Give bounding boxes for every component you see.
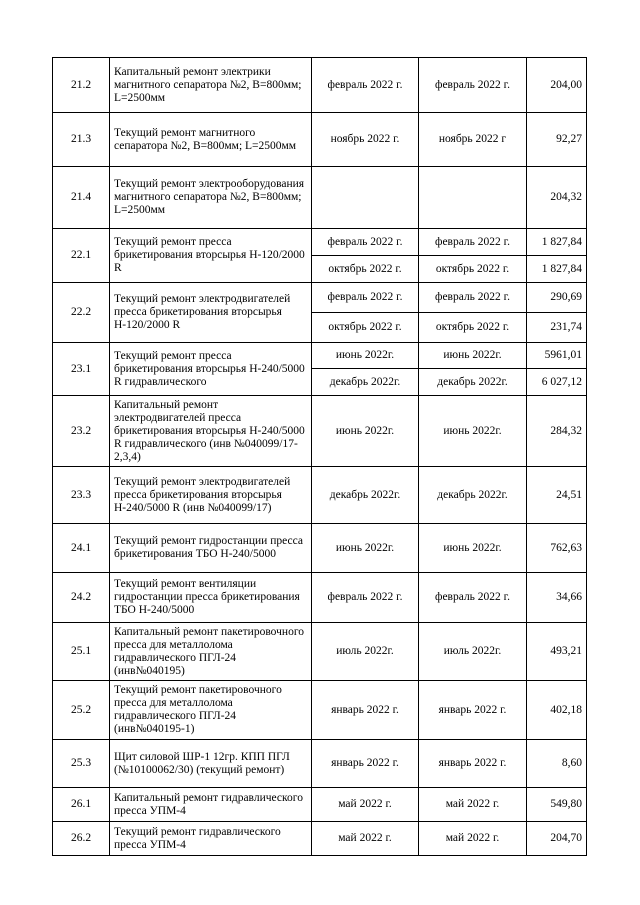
cost-amount: 402,18 [527,681,587,740]
start-date: октябрь 2022 г. [312,313,419,343]
end-date: май 2022 г. [419,822,527,856]
table-row [53,822,587,856]
work-description: Капитальный ремонт электрики магнитного сепаратора №2, В=800мм; L=2500мм [110,58,312,113]
item-number: 25.3 [53,740,110,788]
end-date: июль 2022г. [419,623,527,681]
table-row [53,467,587,524]
cost-amount: 493,21 [527,623,587,681]
start-date: декабрь 2022г. [312,467,419,524]
work-description: Текущий ремонт гидравлического пресса УПМ-4 [110,822,312,856]
end-date: январь 2022 г. [419,681,527,740]
work-description: Щит силовой ШР-1 12гр. КПП ПГЛ (№10100062/30) (текущий ремонт) [110,740,312,788]
start-date: ноябрь 2022 г. [312,113,419,167]
end-date: октябрь 2022 г. [419,313,527,343]
cost-amount: 204,70 [527,822,587,856]
work-description: Текущий ремонт пресса брикетирования вторсырья Н-240/5000 R гидравлического [110,343,312,396]
start-date: январь 2022 г. [312,681,419,740]
end-date: май 2022 г. [419,788,527,822]
end-date: февраль 2022 г. [419,283,527,313]
item-number: 26.1 [53,788,110,822]
cost-amount: 34,66 [527,573,587,623]
item-number: 21.3 [53,113,110,167]
end-date: июнь 2022г. [419,343,527,369]
work-description: Текущий ремонт пресса брикетирования вторсырья Н-120/2000 R [110,229,312,283]
item-number: 21.2 [53,58,110,113]
work-description: Текущий ремонт электродвигателей пресса брикетирования вторсырья Н-240/5000 R (инв №040099/17) [110,467,312,524]
start-date: июнь 2022г. [312,524,419,573]
table-body [53,58,587,856]
work-description: Текущий ремонт магнитного сепаратора №2, В=800мм; L=2500мм [110,113,312,167]
work-description: Текущий ремонт пакетировочного пресса для металлолома гидравлического ПГЛ-24 (инв№040195-1) [110,681,312,740]
item-number: 22.1 [53,229,110,283]
start-date: январь 2022 г. [312,740,419,788]
start-date: февраль 2022 г. [312,58,419,113]
end-date: февраль 2022 г. [419,58,527,113]
start-date: май 2022 г. [312,788,419,822]
item-number: 23.1 [53,343,110,396]
end-date: июнь 2022г. [419,396,527,467]
end-date: декабрь 2022г. [419,369,527,396]
start-date: июнь 2022г. [312,396,419,467]
item-number: 26.2 [53,822,110,856]
repair-schedule-table [52,57,587,856]
work-description: Капитальный ремонт пакетировочного пресса для металлолома гидравлического ПГЛ-24 (инв№040195) [110,623,312,681]
work-description: Текущий ремонт вентиляции гидростанции пресса брикетирования ТБО Н-240/5000 [110,573,312,623]
end-date: декабрь 2022г. [419,467,527,524]
end-date: февраль 2022 г. [419,229,527,256]
table-row [53,573,587,623]
end-date: февраль 2022 г. [419,573,527,623]
cost-amount: 5961,01 [527,343,587,369]
cost-amount: 204,32 [527,167,587,229]
end-date: октябрь 2022 г. [419,256,527,283]
start-date: февраль 2022 г. [312,283,419,313]
work-description: Капитальный ремонт электродвигателей пресса брикетирования вторсырья Н-240/5000 R гидравлического (инв №040099/17-2,3,4) [110,396,312,467]
table-row [53,229,587,256]
cost-amount: 762,63 [527,524,587,573]
work-description: Капитальный ремонт гидравлического пресса УПМ-4 [110,788,312,822]
cost-amount: 231,74 [527,313,587,343]
cost-amount: 204,00 [527,58,587,113]
start-date: май 2022 г. [312,822,419,856]
table-row [53,343,587,369]
item-number: 24.1 [53,524,110,573]
table-row [53,58,587,113]
end-date: январь 2022 г. [419,740,527,788]
item-number: 23.3 [53,467,110,524]
table-row [53,167,587,229]
work-description: Текущий ремонт электродвигателей пресса брикетирования вторсырья Н-120/2000 R [110,283,312,343]
start-date [312,167,419,229]
item-number: 22.2 [53,283,110,343]
item-number: 21.4 [53,167,110,229]
end-date [419,167,527,229]
end-date: ноябрь 2022 г [419,113,527,167]
item-number: 23.2 [53,396,110,467]
cost-amount: 284,32 [527,396,587,467]
table-row [53,788,587,822]
table-row [53,623,587,681]
cost-amount: 549,80 [527,788,587,822]
start-date: февраль 2022 г. [312,229,419,256]
end-date: июнь 2022г. [419,524,527,573]
work-description: Текущий ремонт гидростанции пресса брикетирования ТБО Н-240/5000 [110,524,312,573]
table-row [53,283,587,313]
table-row [53,740,587,788]
start-date: декабрь 2022г. [312,369,419,396]
start-date: июль 2022г. [312,623,419,681]
item-number: 25.1 [53,623,110,681]
cost-amount: 290,69 [527,283,587,313]
work-description: Текущий ремонт электрооборудования магнитного сепаратора №2, В=800мм; L=2500мм [110,167,312,229]
table-row [53,396,587,467]
cost-amount: 1 827,84 [527,229,587,256]
table-row [53,113,587,167]
cost-amount: 8,60 [527,740,587,788]
start-date: октябрь 2022 г. [312,256,419,283]
start-date: февраль 2022 г. [312,573,419,623]
item-number: 24.2 [53,573,110,623]
cost-amount: 24,51 [527,467,587,524]
table-row [53,681,587,740]
cost-amount: 92,27 [527,113,587,167]
cost-amount: 6 027,12 [527,369,587,396]
item-number: 25.2 [53,681,110,740]
start-date: июнь 2022г. [312,343,419,369]
table-row [53,524,587,573]
cost-amount: 1 827,84 [527,256,587,283]
